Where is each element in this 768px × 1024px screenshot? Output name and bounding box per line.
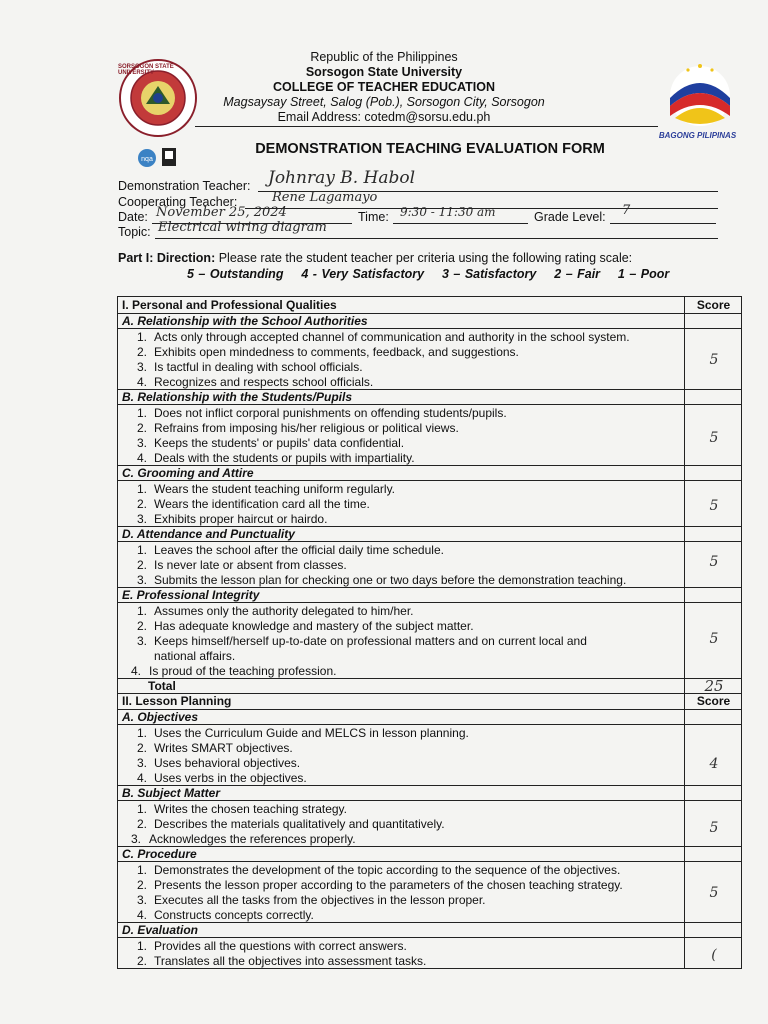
item-text: Leaves the school after the official daily time schedule. [154,543,444,557]
subsection-a-title: A. Relationship with the School Authorities [122,314,368,328]
item-text: Refrains from imposing his/her religious or political views. [154,421,459,435]
item-text: Uses behavioral objectives. [154,756,301,770]
item-text: Wears the identification card all the time. [154,497,370,511]
item-num: 1. [136,863,147,877]
evaluation-table [117,296,742,969]
item-num: 2. [136,741,147,755]
item-text: Wears the student teaching uniform regularly. [154,482,396,496]
item-text: Assumes only the authority delegated to him/her. [154,604,414,618]
header-email: Email Address: cotedm@sorsu.edu.ph [277,110,491,124]
subsection-b-title: B. Relationship with the Students/Pupils [122,390,353,404]
row-divider [118,937,741,938]
header-university: Sorsogon State University [305,65,463,79]
item-num: 3. [136,634,147,648]
item-num: 4. [136,375,147,389]
item-text: Is tactful in dealing with school officials. [154,360,363,374]
item-num: 1. [136,604,147,618]
score-mark-objectives: 4 [709,756,719,772]
teacher-value: Johnray B. Habol [268,168,416,188]
item-text: Executes all the tasks from the objectives in the lesson proper. [154,893,486,907]
item-text: Presents the lesson proper according to the parameters of the chosen teaching strategy. [154,878,623,892]
item-text: Keeps the students' or pupils' data confidential. [154,436,405,450]
item-text: Is never late or absent from classes. [154,558,347,572]
header-republic: Republic of the Philippines [310,50,458,64]
item-text: Acknowledges the references properly. [149,832,356,846]
item-num: 1. [136,406,147,420]
item-text: Does not inflict corporal punishments on offending students/pupils. [154,406,507,420]
score-mark-a: 5 [709,352,719,368]
section-2-title: II. Lesson Planning [122,694,232,708]
item-num: 3. [136,756,147,770]
topic-label: Topic: [118,225,151,239]
subsection-c-title: C. Grooming and Attire [122,466,254,480]
item-num: 4. [136,451,147,465]
item-num: 2. [136,619,147,633]
item-num: 3. [136,573,147,587]
row-divider [118,922,741,923]
item-text: Provides all the questions with correct answers. [154,939,407,953]
item-num: 2. [136,954,147,968]
row-divider [118,541,741,542]
subsection-procedure-title: C. Procedure [122,847,197,861]
row-divider [118,846,741,847]
subsection-objectives-title: A. Objectives [122,710,199,724]
form-title: DEMONSTRATION TEACHING EVALUATION FORM [255,141,605,157]
item-text: national affairs. [154,649,236,663]
date-value: November 25, 2024 [156,205,287,220]
row-divider [118,709,741,710]
item-text: Uses the Curriculum Guide and MELCS in lesson planning. [154,726,469,740]
row-divider [118,678,741,679]
item-text: Acts only through accepted channel of communication and authority in the school system. [154,330,630,344]
coop-label: Cooperating Teacher: [118,195,238,209]
score-mark-c: 5 [709,498,719,514]
time-value: 9:30 - 11:30 am [400,205,496,219]
row-divider [118,861,741,862]
grade-value: 7 [622,203,631,218]
score-mark-e: 5 [709,631,719,647]
item-num: 2. [136,558,147,572]
subsection-evaluation-title: D. Evaluation [122,923,199,937]
item-text: Constructs concepts correctly. [154,908,314,922]
coop-value: Rene Lagamayo [272,190,378,205]
item-text: Uses verbs in the objectives. [154,771,307,785]
item-text: Keeps himself/herself up-to-date on professional matters and on current local and [154,634,587,648]
seal-text: SORSOGON STATE UNIVERSITY [118,64,174,76]
score-mark-b: 5 [709,430,719,446]
row-divider [118,800,741,801]
item-num: 3. [130,832,141,846]
row-divider [118,328,741,329]
item-text: Writes SMART objectives. [154,741,293,755]
item-num: 3. [136,360,147,374]
time-label: Time: [358,210,389,224]
subsection-d-title: D. Attendance and Punctuality [122,527,295,541]
score-mark-subject-matter: 5 [709,820,719,836]
score-header-2: Score [696,694,731,708]
total-value: 25 [704,677,724,695]
item-text: Writes the chosen teaching strategy. [154,802,347,816]
score-mark-evaluation: ( [711,947,717,963]
row-divider [118,724,741,725]
direction [118,251,632,265]
date-label: Date: [118,210,148,224]
row-divider [118,602,741,603]
item-text: Has adequate knowledge and mastery of the subject matter. [154,619,474,633]
header-divider [195,126,658,127]
row-divider [118,480,741,481]
topic-value: Electrical wiring diagram [158,220,327,235]
item-text: Exhibits proper haircut or hairdo. [154,512,328,526]
item-num: 1. [136,726,147,740]
item-num: 2. [136,421,147,435]
subsection-e-title: E. Professional Integrity [122,588,260,602]
section-1-title: I. Personal and Professional Qualities [122,298,337,312]
item-text: Demonstrates the development of the topic according to the sequence of the objectives. [154,863,621,877]
svg-text:nqa: nqa [141,156,153,163]
rating-scale: 5 – Outstanding 4 - Very Satisfactory 3 – Satisfactory 2 – Fair 1 – Poor [187,267,670,281]
item-num: 1. [136,939,147,953]
bagong-pilipinas-text: BAGONG PILIPINAS [658,131,737,140]
score-mark-d: 5 [709,554,719,570]
item-num: 4. [136,908,147,922]
row-divider [118,404,741,405]
direction-text: Please rate the student teacher per criteria using the following rating scale: [215,251,633,265]
item-num: 4. [130,664,141,678]
item-num: 4. [136,771,147,785]
item-num: 2. [136,878,147,892]
item-text: Submits the lesson plan for checking one or two days before the demonstration teaching. [154,573,627,587]
header-college: COLLEGE OF TEACHER EDUCATION [273,80,495,94]
item-num: 3. [136,893,147,907]
item-num: 1. [136,482,147,496]
item-text: Recognizes and respects school officials. [154,375,374,389]
total-label: Total [148,679,176,693]
item-text: Exhibits open mindedness to comments, feedback, and suggestions. [154,345,519,359]
score-header-1: Score [696,298,731,312]
item-text: Translates all the objectives into assessment tasks. [154,954,427,968]
item-num: 3. [136,436,147,450]
teacher-label: Demonstration Teacher: [118,179,251,193]
item-text: Is proud of the teaching profession. [149,664,337,678]
header-address: Magsaysay Street, Salog (Pob.), Sorsogon City, Sorsogon [223,95,545,109]
direction-label: Part I: Direction: [118,251,216,265]
item-num: 3. [136,512,147,526]
score-mark-procedure: 5 [709,885,719,901]
item-num: 2. [136,817,147,831]
grade-label: Grade Level: [534,210,606,224]
item-num: 1. [136,802,147,816]
letterhead [0,50,768,125]
item-num: 1. [136,330,147,344]
subsection-subject-matter-title: B. Subject Matter [122,786,221,800]
item-text: Describes the materials qualitatively and quantitatively. [154,817,445,831]
item-num: 2. [136,345,147,359]
score-column-divider [684,297,685,968]
item-num: 2. [136,497,147,511]
item-text: Deals with the students or pupils with impartiality. [154,451,415,465]
item-num: 1. [136,543,147,557]
